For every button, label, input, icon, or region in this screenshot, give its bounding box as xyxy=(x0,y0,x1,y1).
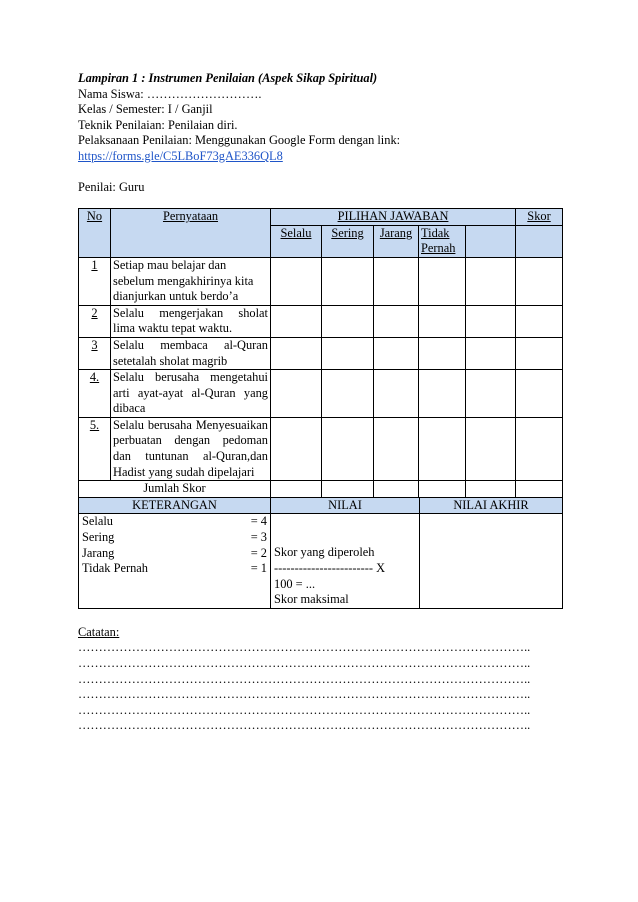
total-cell[interactable] xyxy=(466,481,516,498)
option-sering: Sering xyxy=(322,225,374,257)
notes-line[interactable]: ……………………………………………………………………………………………….. xyxy=(78,640,531,655)
google-form-link[interactable]: https://forms.gle/C5LBoF73gAE336QL8 xyxy=(78,148,283,163)
answer-cell[interactable] xyxy=(419,417,466,480)
score-cell[interactable] xyxy=(516,417,563,480)
answer-cell[interactable] xyxy=(374,257,419,305)
answer-cell[interactable] xyxy=(419,257,466,305)
table-row xyxy=(79,257,563,305)
keterangan-item: Jarang = 2 xyxy=(82,545,267,560)
answer-cell[interactable] xyxy=(374,417,419,480)
answer-cell[interactable] xyxy=(271,305,322,337)
row-statement: Selalu mengerjakan sholat lima waktu tepat waktu. xyxy=(111,305,271,337)
option-jarang: Jarang xyxy=(374,225,419,257)
nilai-akhir-cell[interactable] xyxy=(420,514,563,608)
notes-title: Catatan: xyxy=(78,624,120,639)
answer-cell[interactable] xyxy=(271,337,322,369)
formula-line: Skor yang diperoleh xyxy=(274,545,375,560)
score-cell[interactable] xyxy=(516,257,563,305)
summary-table xyxy=(78,498,563,609)
keterangan-item: Tidak Pernah = 1 xyxy=(82,561,267,576)
document-page xyxy=(78,71,562,734)
row-statement: Selalu membaca al-Quran setetalah sholat magrib xyxy=(111,337,271,369)
table-row xyxy=(79,305,563,337)
option-selalu: Selalu xyxy=(271,225,322,257)
keterangan-item: Sering = 3 xyxy=(82,530,267,545)
empty-header-cell xyxy=(466,225,516,257)
row-statement: Setiap mau belajar dan sebelum mengakhirinya kita dianjurkan untuk berdo’a xyxy=(111,257,271,305)
empty-header-cell xyxy=(516,225,563,257)
assessment-table xyxy=(78,208,563,498)
row-number: 4. xyxy=(79,370,111,418)
notes-line[interactable]: ……………………………………………………………………………………………….. xyxy=(78,671,531,686)
row-statement: Selalu berusaha mengetahui arti ayat-ayat al-Quran yang dibaca xyxy=(111,370,271,418)
total-cell[interactable] xyxy=(516,481,563,498)
answer-cell[interactable] xyxy=(374,337,419,369)
table-row xyxy=(79,370,563,418)
summary-header-row xyxy=(79,498,563,514)
notes-line[interactable]: ……………………………………………………………………………………………….. xyxy=(78,718,531,733)
keterangan-item: Selalu = 4 xyxy=(82,514,267,529)
row-statement: Selalu berusaha Menyesuaikan perbuatan dengan pedoman dan tuntunan al-Quran,dan Hadist yang sudah dipelajari xyxy=(111,417,271,480)
formula-line: Skor maksimal xyxy=(274,592,349,607)
score-cell[interactable] xyxy=(516,370,563,418)
answer-cell[interactable] xyxy=(419,370,466,418)
total-cell[interactable] xyxy=(419,481,466,498)
answer-cell[interactable] xyxy=(374,370,419,418)
total-cell[interactable] xyxy=(322,481,374,498)
answer-cell[interactable] xyxy=(271,257,322,305)
option-tidak-pernah: Tidak Pernah xyxy=(419,225,466,257)
header-no: No xyxy=(79,209,111,258)
answer-cell[interactable] xyxy=(466,257,516,305)
answer-cell[interactable] xyxy=(466,305,516,337)
answer-cell[interactable] xyxy=(322,337,374,369)
keterangan-cell xyxy=(79,514,271,608)
assessment-technique-line: Teknik Penilaian: Penilaian diri. xyxy=(78,117,238,132)
summary-content-row xyxy=(79,514,563,608)
notes-line[interactable]: ……………………………………………………………………………………………….. xyxy=(78,702,531,717)
answer-cell[interactable] xyxy=(466,370,516,418)
answer-cell[interactable] xyxy=(322,417,374,480)
total-score-row xyxy=(79,481,563,498)
row-number: 1 xyxy=(79,257,111,305)
class-semester-line: Kelas / Semester: I / Ganjil xyxy=(78,102,213,117)
total-cell[interactable] xyxy=(374,481,419,498)
document-title: Lampiran 1 : Instrumen Penilaian (Aspek Sikap Spiritual) xyxy=(78,71,378,85)
notes-line[interactable]: ……………………………………………………………………………………………….. xyxy=(78,656,531,670)
answer-cell[interactable] xyxy=(322,370,374,418)
header-statement: Pernyataan xyxy=(111,209,271,258)
answer-cell[interactable] xyxy=(374,305,419,337)
score-cell[interactable] xyxy=(516,305,563,337)
answer-cell[interactable] xyxy=(419,305,466,337)
formula-line: ------------------------ X xyxy=(274,561,386,576)
answer-cell[interactable] xyxy=(322,305,374,337)
answer-cell[interactable] xyxy=(466,337,516,369)
keterangan-header: KETERANGAN xyxy=(79,498,271,514)
nilai-formula-cell xyxy=(271,514,420,608)
assessment-execution-line: Pelaksanaan Penilaian: Menggunakan Google Form dengan link: xyxy=(78,133,401,148)
total-score-label: Jumlah Skor xyxy=(79,481,271,498)
answer-cell[interactable] xyxy=(271,417,322,480)
row-number: 3 xyxy=(79,337,111,369)
score-cell[interactable] xyxy=(516,337,563,369)
answer-cell[interactable] xyxy=(466,417,516,480)
formula-line: 100 = ... xyxy=(274,576,316,591)
table-header-row xyxy=(79,209,563,226)
total-cell[interactable] xyxy=(271,481,322,498)
nilai-akhir-header: NILAI AKHIR xyxy=(420,498,563,514)
notes-line[interactable]: ……………………………………………………………………………………………….. xyxy=(78,687,531,702)
table-row xyxy=(79,417,563,480)
row-number: 2 xyxy=(79,305,111,337)
answer-cell[interactable] xyxy=(419,337,466,369)
answer-cell[interactable] xyxy=(322,257,374,305)
answer-cell[interactable] xyxy=(271,370,322,418)
student-name-line: Nama Siswa: ………………………. xyxy=(78,86,262,101)
header-answer-options: PILIHAN JAWABAN xyxy=(271,209,516,226)
row-number: 5. xyxy=(79,417,111,480)
nilai-header: NILAI xyxy=(271,498,420,514)
table-row xyxy=(79,337,563,369)
header-score: Skor xyxy=(516,209,563,226)
assessor-line: Penilai: Guru xyxy=(78,179,145,194)
